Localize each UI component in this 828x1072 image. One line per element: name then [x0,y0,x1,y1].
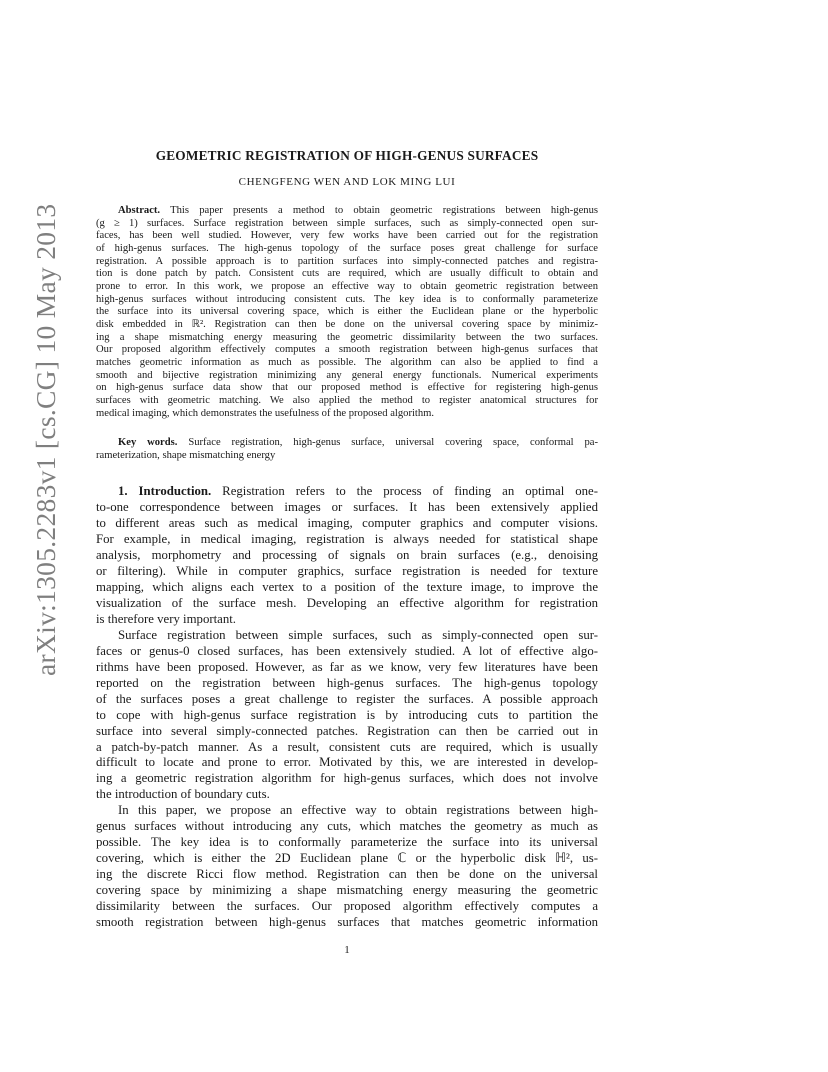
abstract-heading: Abstract. [118,205,161,216]
abstract-line: disk embedded in ℝ². Registration can then be done on the universal covering space by minimiz- [96,318,598,330]
body-line: ing a geometric registration algorithm for high-genus surfaces, which does not involve [96,771,598,786]
abstract-line: faces, has been well studied. However, very few works have been carried out for the registration [96,230,598,242]
body-line: For example, in medical imaging, registration is always needed for statistical shape [96,531,598,546]
abstract-line: (g ≥ 1) surfaces. Surface registration between simple surfaces, such as simply-connected open sur- [96,217,598,229]
body-line: dissimilarity between the surfaces. Our proposed algorithm effectively computes a [96,899,598,914]
body-line: visualization of the surface mesh. Developing an effective algorithm for registration [96,595,598,610]
abstract-line: of high-genus surfaces. The high-genus topology of the surface poses great challenge for surface [96,242,598,254]
introduction-section [96,484,598,931]
keywords-heading: Key words. [118,437,178,448]
arxiv-identifier-stamp: arXiv:1305.2283v1 [cs.CG] 10 May 2013 [30,203,61,676]
body-line: smooth registration between high-genus surfaces that matches geometric information [96,915,598,930]
abstract-line: tion is done patch by patch. Consistent cuts are required, which are usually difficult to obtain and [96,268,598,280]
abstract-line [96,205,598,218]
body-line: faces or genus-0 closed surfaces, has been extensively studied. A lot of effective algo- [96,643,598,658]
keywords-line: rameterization, shape mismatching energy [96,450,276,461]
body-line: difficult to locate and prone to error. Motivated by this, we are interested in develop- [96,755,598,770]
body-line: rithms have been proposed. However, as far as we know, very few literatures have been [96,659,598,674]
body-line: analysis, morphometry and processing of signals on brain surfaces (e.g., denoising [96,547,598,562]
key-words [96,436,598,462]
abstract [96,205,598,420]
body-line: genus surfaces without introducing any cuts, which matches the geometry as much as [96,819,598,834]
body-line: covering space by minimizing a shape mismatching energy measuring the geometric [96,883,598,898]
body-line: reported on the registration between high-genus surfaces. The high-genus topology [96,675,598,690]
page-number: 1 [344,944,350,956]
body-line: to cope with high-genus surface registration is by introducing cuts to partition the [96,707,598,722]
body-line: to-one correspondence between images or surfaces. It has been extensively applied [96,499,598,514]
body-line: Surface registration between simple surfaces, such as simply-connected open sur- [118,627,598,642]
section-heading: 1. Introduction. [118,484,212,498]
abstract-line: medical imaging, which demonstrates the usefulness of the proposed algorithm. [96,407,435,419]
abstract-line: ing a shape mismatching energy measuring the geometric dissimilarity between the two surfaces. [96,331,598,343]
body-line: a patch-by-patch manner. As a result, consistent cuts are required, which is usually [96,739,598,754]
abstract-line: the surface into its universal covering space, which is either the Euclidean plane or the hyperbolic [96,306,598,318]
abstract-line: registration. A possible approach is to partition surfaces into simply-connected patches and registra- [96,255,598,267]
keywords-line [96,436,598,449]
body-line: mapping, which aligns each vertex to a position of the texture image, to improve the [96,579,598,594]
abstract-line: matches geometric information as much as possible. The algorithm can also be applied to find a [96,356,598,368]
body-line: In this paper, we propose an effective way to obtain registrations between high- [118,803,598,818]
body-line: or filtering). While in computer graphics, surface registration is needed for texture [96,563,598,578]
body-text: Registration refers to the process of finding an optimal one- [211,484,598,498]
body-line: ing the discrete Ricci flow method. Registration can then be done on the universal [96,867,598,882]
paper-title: GEOMETRIC REGISTRATION OF HIGH-GENUS SURFACES [155,148,539,163]
keywords-text: Surface registration, high-genus surface, universal covering space, conformal pa- [177,437,598,448]
abstract-line: smooth and bijective registration minimizing any general energy functionals. Numerical experiments [96,369,598,381]
body-line: the introduction of boundary cuts. [96,787,270,802]
abstract-line: Our proposed algorithm effectively computes a smooth registration between high-genus surfaces that [96,344,598,356]
body-line [96,484,598,500]
abstract-line: prone to error. In this work, we propose an effective way to obtain geometric registration between [96,280,598,292]
body-line: surface into several simply-connected patches. Registration can then be carried out in [96,723,598,738]
body-line: is therefore very important. [96,611,237,626]
abstract-line: surfaces with geometric matching. We also applied the method to register anatomical structures for [96,394,598,406]
paper-authors: CHENGFENG WEN AND LOK MING LUI [238,176,456,188]
body-line: possible. The key idea is to conformally parameterize the surface into its universal [96,835,598,850]
body-line: covering, which is either the 2D Euclidean plane ℂ or the hyperbolic disk ℍ², us- [96,851,598,866]
abstract-line: high-genus surfaces without introducing consistent cuts. The key idea is to conformally parameterize [96,293,598,305]
abstract-text: This paper presents a method to obtain geometric registrations between high-genus [160,205,598,216]
body-line: of the surfaces poses a great challenge to register the surfaces. A possible approach [96,691,598,706]
body-line: to different areas such as medical imaging, computer graphics and computer visions. [96,515,598,530]
abstract-line: on high-genus surface data show that our proposed method is effective for registering high-genus [96,382,598,394]
